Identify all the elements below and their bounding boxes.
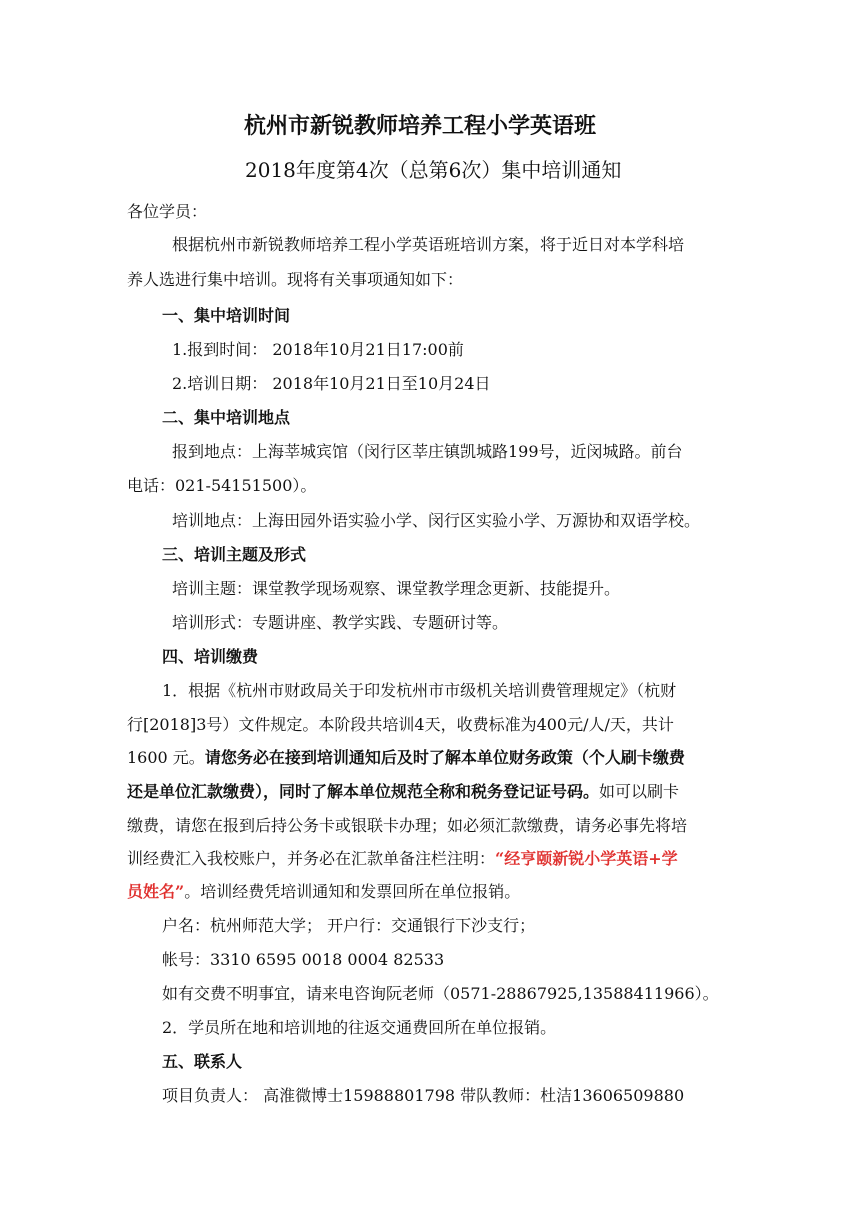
section-2-line-2: 电话：021-54151500）。 [127, 476, 317, 495]
section-4-para-1-line-6 [127, 847, 678, 871]
section-4-para-2: 2．学员所在地和培训地的往返交通费回所在单位报销。 [162, 1018, 557, 1037]
account-number-line: 帐号：3310 6595 0018 0004 82533 [162, 950, 445, 969]
doc-title: 杭州市新锐教师培养工程小学英语班 [244, 113, 597, 139]
section-3-line-2: 培训形式：专题讲座、教学实践、专题研讨等。 [172, 613, 509, 632]
section-2-line-3: 培训地点：上海田园外语实验小学、闵行区实验小学、万源协和双语学校。 [172, 511, 701, 530]
intro-line-1: 根据杭州市新锐教师培养工程小学英语班培训方案，将于近日对本学科培 [172, 235, 685, 254]
reimbursement-text: 。培训经费凭培训通知和发票回所在单位报销。 [184, 882, 521, 901]
remittance-remark-highlight: “经亨颐新锐小学英语+学 [495, 849, 678, 868]
fee-total-text: 1600 元。 [127, 748, 205, 767]
section-2-line-1: 报到地点：上海莘城宾馆（闵行区莘庄镇凯城路199号，近闵城路。前台 [172, 442, 683, 461]
section-1-item-2: 2.培训日期： 2018年10月21日至10月24日 [172, 374, 491, 393]
salutation: 各位学员： [127, 202, 208, 221]
section-1-heading: 一、集中培训时间 [162, 306, 291, 325]
section-4-para-1-line-4 [127, 780, 679, 804]
section-4-para-1-line-7 [127, 880, 520, 904]
section-4-para-1-line-3 [127, 746, 685, 770]
inquiry-line: 如有交费不明事宜，请来电咨询阮老师（0571-28867925,13588411966）。 [162, 984, 719, 1003]
section-4-heading: 四、培训缴费 [162, 647, 259, 666]
section-2-heading: 二、集中培训地点 [162, 408, 291, 427]
finance-policy-emphasis: 请您务必在接到培训通知后及时了解本单位财务政策（个人刷卡缴费 [204, 748, 685, 767]
account-name-line: 户名：杭州师范大学； 开户行：交通银行下沙支行； [162, 916, 536, 935]
finance-policy-emphasis-cont: 还是单位汇款缴费），同时了解本单位规范全称和税务登记证号码。 [127, 782, 600, 801]
remittance-note-text: 训经费汇入我校账户，并务必在汇款单备注栏注明： [127, 849, 496, 868]
card-payment-text: 如可以刷卡 [599, 782, 680, 801]
remittance-remark-highlight-cont: 员姓名” [127, 882, 185, 901]
section-3-line-1: 培训主题：课堂教学现场观察、课堂教学理念更新、技能提升。 [172, 579, 621, 598]
section-4-para-1-line-1: 1．根据《杭州市财政局关于印发杭州市市级机关培训费管理规定》（杭财 [162, 681, 677, 700]
contact-line: 项目负责人： 高淮微博士15988801798 带队教师：杜洁13606509880 [162, 1086, 685, 1105]
section-3-heading: 三、培训主题及形式 [162, 545, 307, 564]
section-4-para-1-line-5: 缴费，请您在报到后持公务卡或银联卡办理；如必须汇款缴费，请务必事先将培 [127, 816, 688, 835]
section-5-heading: 五、联系人 [162, 1052, 243, 1071]
section-1-item-1: 1.报到时间： 2018年10月21日17:00前 [172, 340, 464, 359]
doc-subtitle: 2018年度第4次（总第6次）集中培训通知 [245, 158, 622, 182]
intro-line-2: 养人选进行集中培训。现将有关事项通知如下： [127, 270, 464, 289]
section-4-para-1-line-2: 行[2018]3号）文件规定。本阶段共培训4天，收费标准为400元/人/天，共计 [127, 715, 674, 734]
